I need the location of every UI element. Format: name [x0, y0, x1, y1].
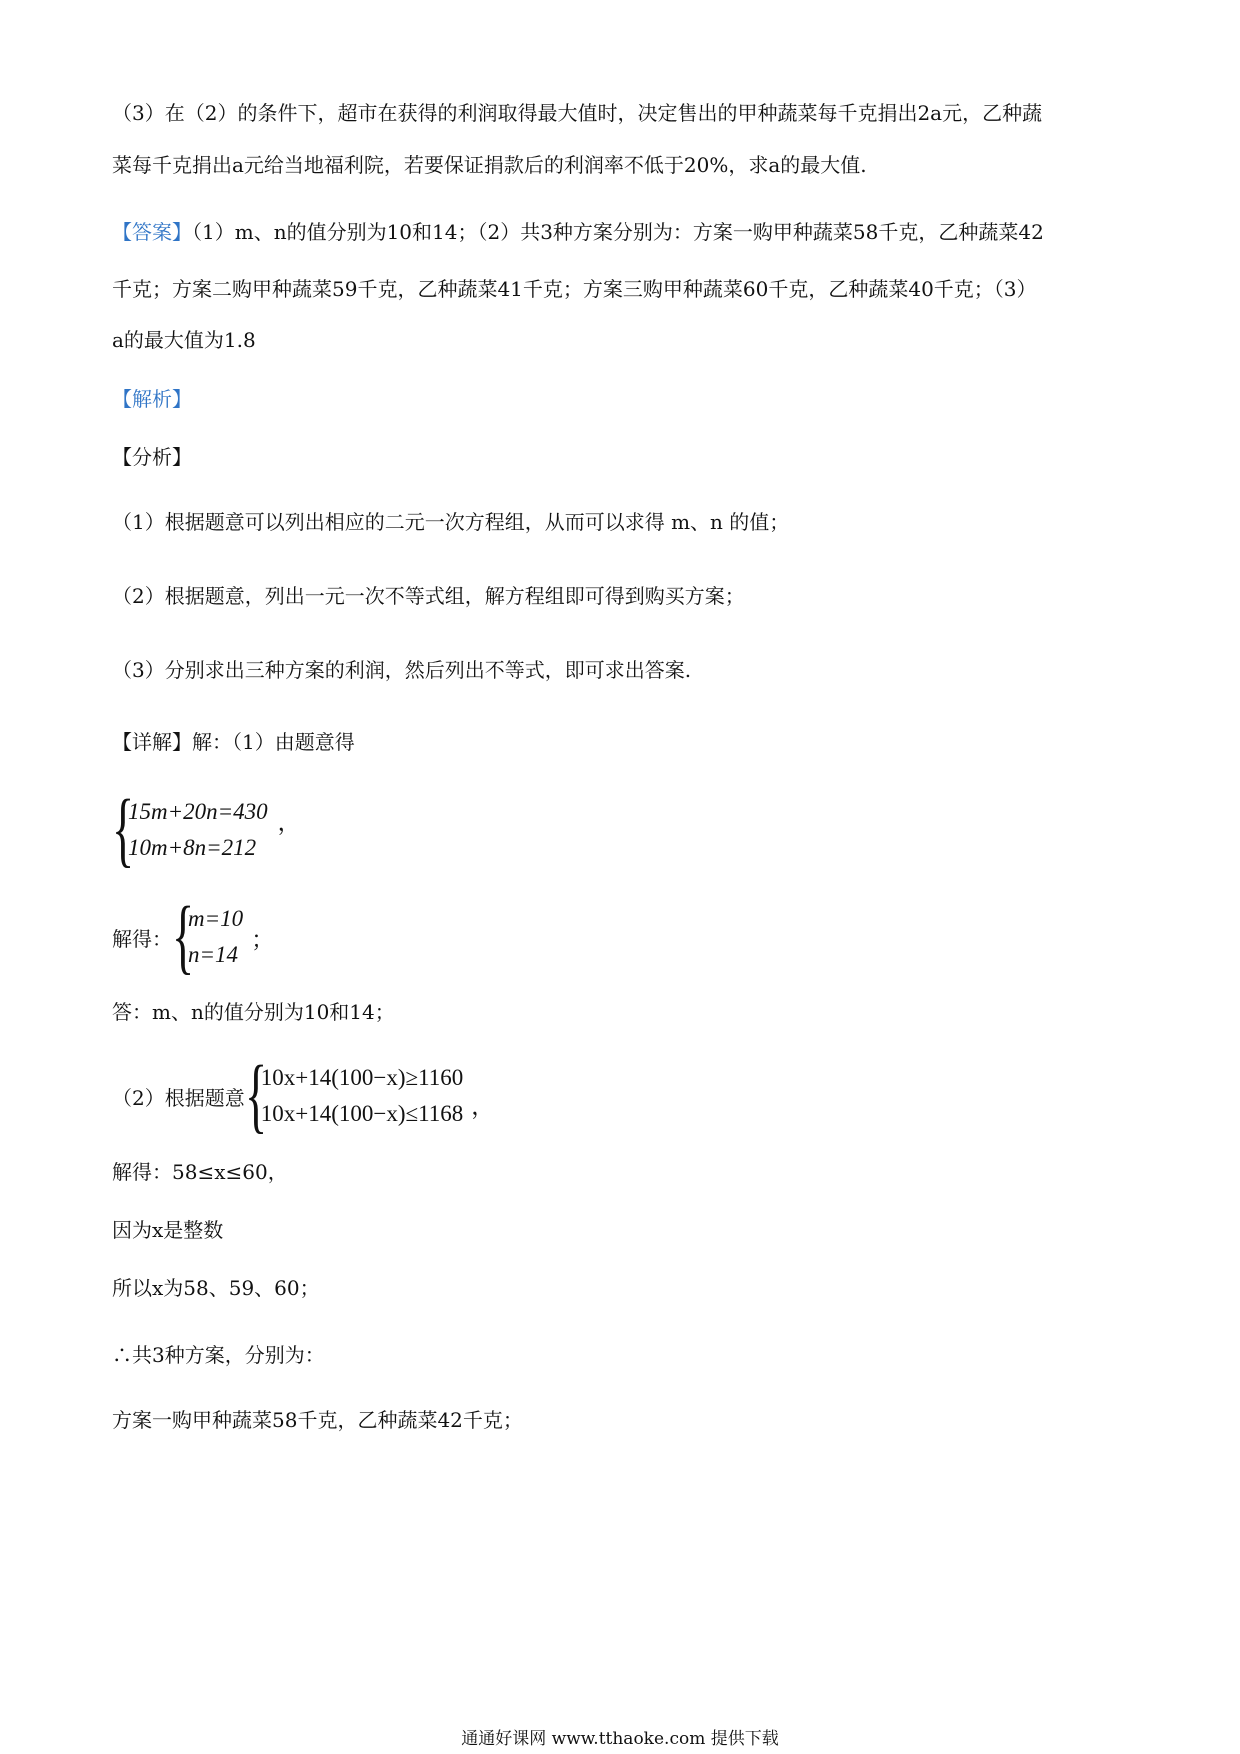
analysis-item-3: （3）分别求出三种方案的利润，然后列出不等式，即可求出答案.: [112, 658, 692, 682]
question3-line1: （3）在（2）的条件下，超市在获得的利润取得最大值时，决定售出的甲种蔬菜每千克捐出2a元，乙种蔬: [112, 101, 1043, 125]
answer-part1: 答：m、n的值分别为10和14；: [112, 1000, 395, 1024]
values-line: 所以x为58、59、60；: [112, 1276, 320, 1300]
equation-row: 15m+20n=430: [128, 799, 268, 824]
equation-system-1: [112, 783, 301, 876]
jiexi-tag: 【解析】: [112, 387, 192, 411]
analysis-item-2: （2）根据题意，列出一元一次不等式组，解方程组即可得到购买方案；: [112, 584, 745, 608]
inequality-row: 10x+14(100−x)≤1168: [260, 1101, 464, 1126]
solve-label: 解得：: [112, 926, 172, 951]
answer-line1-text: （1）m、n的值分别为10和14；（2）共3种方案分别为：方案一购甲种蔬菜58千克，乙种蔬菜42: [192, 220, 1044, 244]
punctuation: ，: [471, 1093, 495, 1119]
analysis-item-1: （1）根据题意可以列出相应的二元一次方程组，从而可以求得 m、n 的值；: [112, 510, 790, 534]
question3-line2: 菜每千克捐出a元给当地福利院，若要保证捐款后的利润率不低于20%，求a的最大值.: [112, 153, 867, 177]
detail-intro: 【详解】解：（1）由题意得: [112, 730, 355, 754]
footer-watermark: 通通好课网 www.tthaoke.com 提供下载: [461, 1729, 779, 1749]
equation-row: n=14: [188, 942, 239, 967]
answer-line2: 千克；方案二购甲种蔬菜59千克，乙种蔬菜41千克；方案三购甲种蔬菜60千克，乙种蔬菜40千克；（3）: [112, 277, 1037, 301]
brace-icon: {: [244, 1049, 267, 1142]
brace-icon: {: [112, 783, 135, 876]
answer-tag: 【答案】: [112, 220, 192, 244]
punctuation: ，: [277, 809, 301, 835]
plans-line: ∴共3种方案，分别为：: [112, 1343, 325, 1367]
answer-line3: a的最大值为1.8: [112, 328, 256, 352]
solution-system-1: [112, 890, 275, 983]
part2-label: （2）根据题意: [112, 1085, 245, 1110]
plan1-line: 方案一购甲种蔬菜58千克，乙种蔬菜42千克；: [112, 1408, 523, 1432]
brace-icon: {: [172, 890, 195, 983]
integer-line: 因为x是整数: [112, 1218, 224, 1242]
equation-row: 10m+8n=212: [128, 835, 257, 860]
answer-line1: [112, 218, 1044, 246]
fenxi-heading: 【分析】: [112, 445, 192, 469]
inequality-row: 10x+14(100−x)≥1160: [260, 1065, 464, 1090]
inequality-system: [112, 1049, 495, 1142]
punctuation: ；: [251, 926, 275, 952]
solve2-line: 解得：58≤x≤60，: [112, 1160, 288, 1184]
equation-row: m=10: [188, 906, 244, 931]
